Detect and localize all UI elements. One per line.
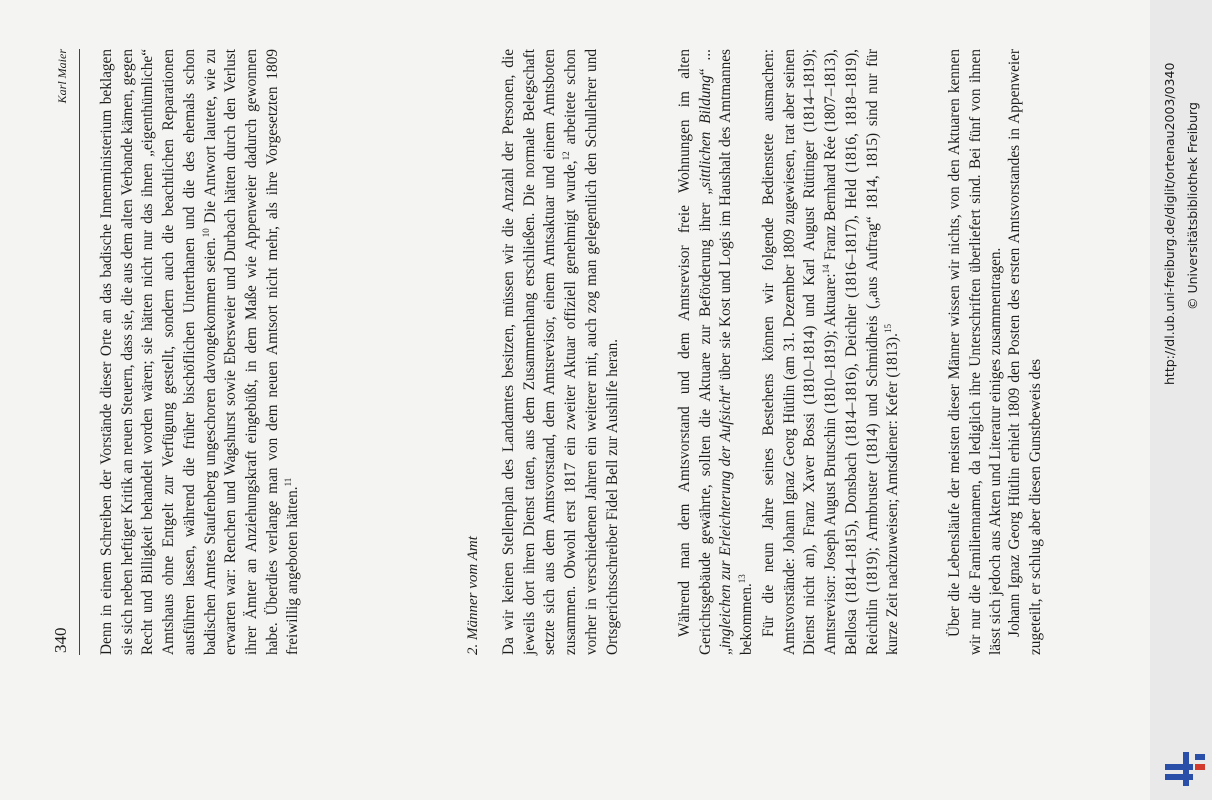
paragraph-text: “ über sie Kost und Logis im Haushalt des Amtmannes bekommen. xyxy=(717,49,756,655)
margin-band xyxy=(1150,0,1212,800)
paragraph: Johann Ignaz Georg Hütlin erhielt 1809 den Posten des ersten Amtsvorstandes in Appenweier zugeteilt, er schlug aber diesen Gunstbeweis des xyxy=(1006,49,1044,655)
paragraph-text: Denn in einem Schreiben der Vorstände dieser Orte an das badische Innenministerium beklagen sie sich neben heftiger Kritik an neuen Steuern, dass sie, die aus dem alten Verbande kämen, gegen Recht und Billigkeit behandelt worden wären; sie hätten nicht nur das ihnen „eigenthümliche“ Amtshaus ohne Entgelt zur Verfügung gestellt, sondern auch die beachtlichen Reparationen ausführen lassen, während die früher bischöflichen Unterthanen und die des ehemals schon badischen Amtes Staufenberg ungeschoren davongekommen seien. xyxy=(98,49,219,655)
paragraph-text: Für die neun Jahre seines Bestehens können wir folgende Bedienstete ausmachen: Amtsvorstände: Johann Ignaz Georg Hütlin (am 31. Dezember 1809 zugewiesen, trat aber seinen Dienst nicht an), Franz Xaver Bossi (1810–1814) und Karl August Rüttinger (1814–1819); Amtsrevisor: Joseph August Brutschin (1810–1819); Aktuare: xyxy=(760,49,840,655)
paragraph-text: “ ... „ xyxy=(696,49,735,655)
paragraph-text: Während man dem Amtsvorstand und dem Amtsrevisor freie Wohnungen im alten Gerichtsgebäude gewährte, sollten die Aktuare zur Beförderung ihrer „ xyxy=(676,49,714,655)
paragraph: Über die Lebensläufe der meisten dieser Männer wissen wir nichts, von den Aktuaren kennen wir nur die Familiennamen, da lediglich ihre Unterschriften überliefert sind. Bei fünf von ihnen lässt sich jedoch aus Akten und Literatur einiges zusammentragen. xyxy=(946,49,1005,655)
page-number: 340 xyxy=(51,627,70,653)
paragraph-text: Die Antwort lautete, wie zu erwarten war: Renchen und Wagshurst sowie Ebersweier und Durbach hätten durch den Verlust ihrer Ämter an Anziehungskraft eingebüßt, in dem Maße wie Appenweier dadurch gewonnen habe. Überdies verlange man von dem neuen Amtsort nicht mehr, als ihre Vorgesetzten 1809 freiwillig angeboten hätten. xyxy=(201,49,302,655)
footnote-marker: 11 xyxy=(283,477,294,487)
book-page xyxy=(45,45,1044,655)
paragraph-text: Franz Bernhard Rée (1807–1813), Bellosa (1814–1815), Donsbach (1814–1816), Deichler (1816–1817), Held (1816, 1818–1819), Reichtlin (1819); Armbruster (1814) und Schmidheis („aus Auftrag“ 1814, 1815) sind nur für kurze Zeit nachzuweisen; Amtsdiener: Kefer (1813). xyxy=(822,48,902,655)
quoted-phrase: sittlichen Bildung xyxy=(696,75,714,188)
paragraph xyxy=(97,49,304,655)
paragraph xyxy=(759,49,904,655)
quoted-phrase: ingleichen zur Erleichterung der Aufsicht xyxy=(717,391,735,649)
footnote-marker: 10 xyxy=(200,228,211,238)
copyright-notice: © Universitätsbibliothek Freiburg xyxy=(1185,102,1200,310)
paragraph xyxy=(499,49,623,655)
footnote-marker: 13 xyxy=(737,574,748,584)
library-logo-icon xyxy=(1163,748,1209,788)
footnote-marker: 15 xyxy=(883,324,894,334)
paragraph-text: Da wir keinen Stellenplan des Landamtes besitzen, müssen wir die Anzahl der Personen, die jeweils dort ihren Dienst taten, aus dem Zusammenhang erschließen. Die normale Belegschaft setzte sich aus dem Amtsvorstand, dem Amtsrevisor, einem Amtsaktuar und einem Amtsboten zusammen. Obwohl erst 1817 ein zweiter Aktuar offiziell genehmigt wurde, xyxy=(500,49,580,655)
paragraph-text: arbeitete schon vorher in verschiedenen Jahren ein weiterer mit, auch zog man gelegentlich den Schullehrer und Ortsgerichtsschreiber Fidel Bell zur Aushilfe heran. xyxy=(562,49,621,655)
footnote-marker: 12 xyxy=(561,151,572,161)
source-url-link[interactable]: http://dl.ub.uni-freiburg.de/diglit/ortenau2003/0340 xyxy=(1162,62,1177,385)
footnote-marker: 14 xyxy=(821,264,832,274)
section-heading: 2. Männer vom Amt xyxy=(465,536,481,655)
page-header xyxy=(45,49,80,655)
paragraph xyxy=(675,49,758,655)
running-head-author: Karl Maier xyxy=(55,49,69,104)
